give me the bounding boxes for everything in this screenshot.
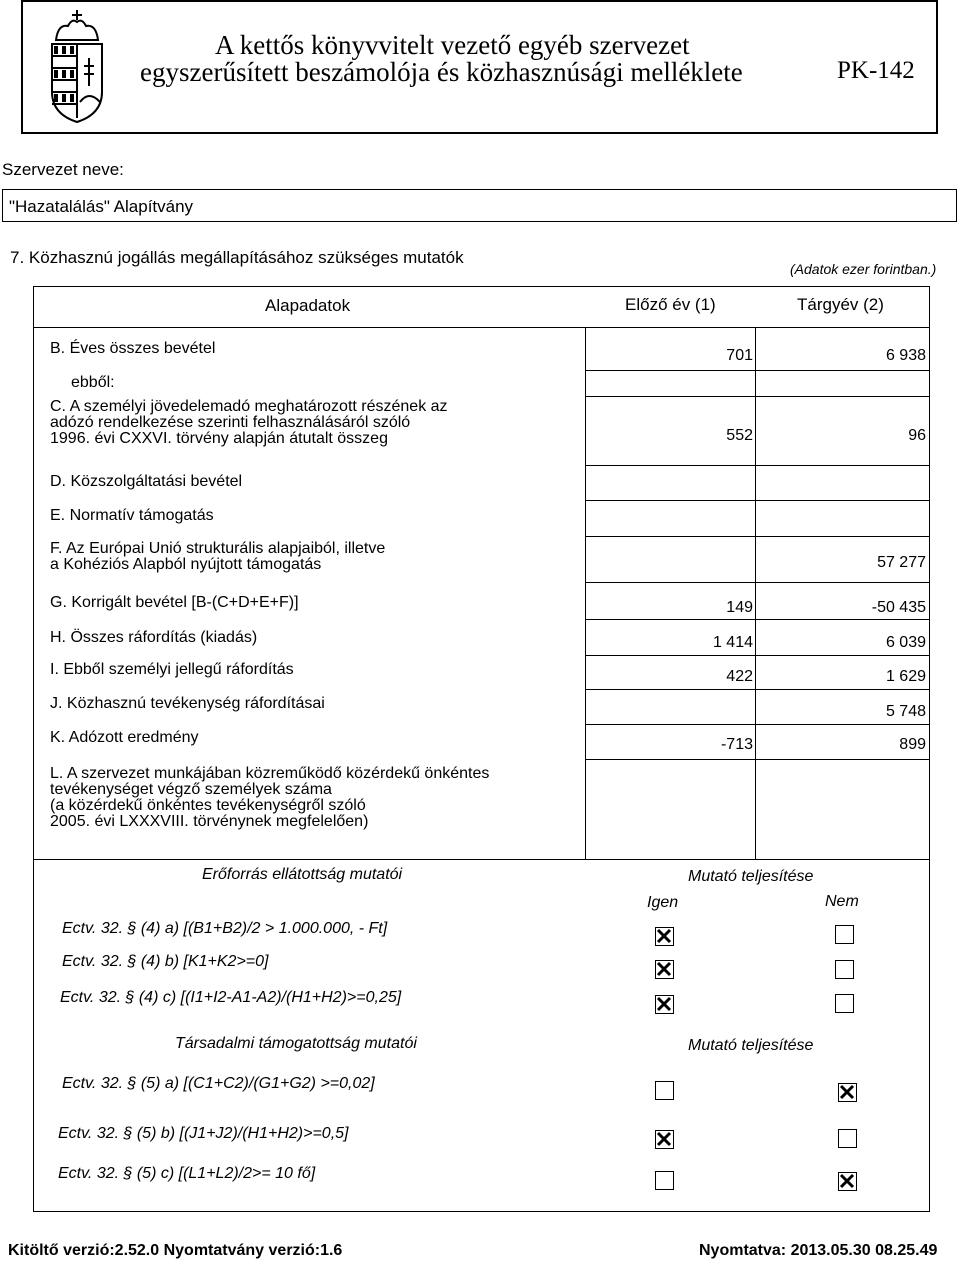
row-c-cur[interactable]: 96 <box>908 427 926 444</box>
social-item-c-label: Ectv. 32. § (5) c) [(L1+L2)/2>= 10 fő] <box>58 1165 316 1182</box>
row-h-label: H. Összes ráfordítás (kiadás) <box>50 629 258 646</box>
footer-version: Kitöltő verzió:2.52.0 Nyomtatvány verzió:1.6 <box>8 1242 343 1259</box>
row-k-label: K. Adózott eredmény <box>50 729 199 746</box>
resource-item-c-yes-checkbox[interactable] <box>655 995 674 1014</box>
checkmark-x-icon <box>839 1173 855 1189</box>
org-name-value: "Hazatalálás" Alapítvány <box>9 197 194 216</box>
resource-indicators-title: Erőforrás ellátottság mutatói <box>202 866 403 883</box>
row-g-cur[interactable]: -50 435 <box>871 599 926 616</box>
resource-item-b-no-checkbox[interactable] <box>835 960 854 979</box>
row-h-cur[interactable]: 6 039 <box>885 634 926 651</box>
resource-item-a-label: Ectv. 32. § (4) a) [(B1+B2)/2 > 1.000.000, - Ft] <box>62 920 388 937</box>
row-c-label: C. A személyi jövedelemadó meghatározott részének az adózó rendelkezése szerinti felhasználásáról szóló 1996. évi CXXVI. törvény alapján átutalt összeg <box>50 398 448 447</box>
form-title-line2: egyszerűsített beszámolója és közhasznúsági melléklete <box>140 57 743 87</box>
row-i-label: I. Ebből személyi jellegű ráfordítás <box>50 661 294 678</box>
social-item-a-yes-checkbox[interactable] <box>655 1081 674 1100</box>
row-g-prev[interactable]: 149 <box>726 599 753 616</box>
form-title-line1: A kettős könyvvitelt vezető egyéb szervezet <box>215 30 690 60</box>
section-title: 7. Közhasznú jogállás megállapításához szükséges mutatók <box>10 248 464 267</box>
org-name-field[interactable] <box>2 189 957 222</box>
row-f-label: F. Az Európai Unió strukturális alapjaiból, illetve a Kohéziós Alapból nyújtott támogatás <box>50 540 386 573</box>
row-b-prev[interactable]: 701 <box>726 347 753 364</box>
yes-header: Igen <box>647 894 679 911</box>
row-j-label: J. Közhasznú tevékenység ráfordításai <box>50 695 325 712</box>
col-header-prev: Előző év (1) <box>625 295 716 314</box>
row-k-prev[interactable]: -713 <box>720 736 753 753</box>
no-header: Nem <box>825 893 859 910</box>
row-f-cur[interactable]: 57 277 <box>877 554 926 571</box>
resource-item-a-no-checkbox[interactable] <box>835 925 854 944</box>
social-item-a-no-checkbox[interactable] <box>838 1083 857 1102</box>
social-item-c-yes-checkbox[interactable] <box>655 1171 674 1190</box>
row-d-label: D. Közszolgáltatási bevétel <box>50 473 243 490</box>
row-b-cur[interactable]: 6 938 <box>885 347 926 364</box>
form-code: PK-142 <box>837 57 915 84</box>
social-item-b-no-checkbox[interactable] <box>838 1129 857 1148</box>
row-e-label: E. Normatív támogatás <box>50 507 214 524</box>
checkmark-x-icon <box>656 961 672 977</box>
row-h-prev[interactable]: 1 414 <box>712 634 753 651</box>
checkmark-x-icon <box>656 928 672 944</box>
resource-item-b-yes-checkbox[interactable] <box>655 960 674 979</box>
row-l-label: L. A szervezet munkájában közreműködő közérdekű önkéntes tevékenységet végző személyek száma (a közérdekű önkéntes tevékenységről szóló 2005. évi LXXXVIII. törvénynek megfelelően) <box>50 765 490 830</box>
col-header-base: Alapadatok <box>265 296 351 315</box>
row-ebbol-label: ebből: <box>71 374 115 391</box>
checkmark-x-icon <box>656 1131 672 1147</box>
social-item-c-no-checkbox[interactable] <box>838 1172 857 1191</box>
col-header-current: Tárgyév (2) <box>797 295 884 314</box>
footer-printed: Nyomtatva: 2013.05.30 08.25.49 <box>699 1242 938 1259</box>
resource-item-c-no-checkbox[interactable] <box>835 994 854 1013</box>
resource-result-title: Mutató teljesítése <box>688 868 814 885</box>
coat-of-arms-icon <box>44 6 110 126</box>
row-i-cur[interactable]: 1 629 <box>885 668 926 685</box>
row-i-prev[interactable]: 422 <box>726 668 753 685</box>
org-name-label: Szervezet neve: <box>2 160 124 179</box>
row-c-prev[interactable]: 552 <box>726 427 753 444</box>
resource-item-a-yes-checkbox[interactable] <box>655 927 674 946</box>
row-g-label: G. Korrigált bevétel [B-(C+D+E+F)] <box>50 594 299 611</box>
social-item-b-yes-checkbox[interactable] <box>655 1130 674 1149</box>
checkmark-x-icon <box>656 996 672 1012</box>
resource-item-b-label: Ectv. 32. § (4) b) [K1+K2>=0] <box>62 953 269 970</box>
social-indicators-title: Társadalmi támogatottság mutatói <box>175 1035 417 1052</box>
row-k-cur[interactable]: 899 <box>899 736 926 753</box>
row-j-cur[interactable]: 5 748 <box>885 703 926 720</box>
unit-note: (Adatok ezer forintban.) <box>790 261 937 277</box>
social-result-title: Mutató teljesítése <box>688 1037 814 1054</box>
social-item-b-label: Ectv. 32. § (5) b) [(J1+J2)/(H1+H2)>=0,5] <box>58 1125 349 1142</box>
resource-item-c-label: Ectv. 32. § (4) c) [(I1+I2-A1-A2)/(H1+H2)>=0,25] <box>60 989 402 1006</box>
row-b-label: B. Éves összes bevétel <box>50 340 216 357</box>
social-item-a-label: Ectv. 32. § (5) a) [(C1+C2)/(G1+G2) >=0,02] <box>62 1075 375 1092</box>
checkmark-x-icon <box>839 1084 855 1100</box>
